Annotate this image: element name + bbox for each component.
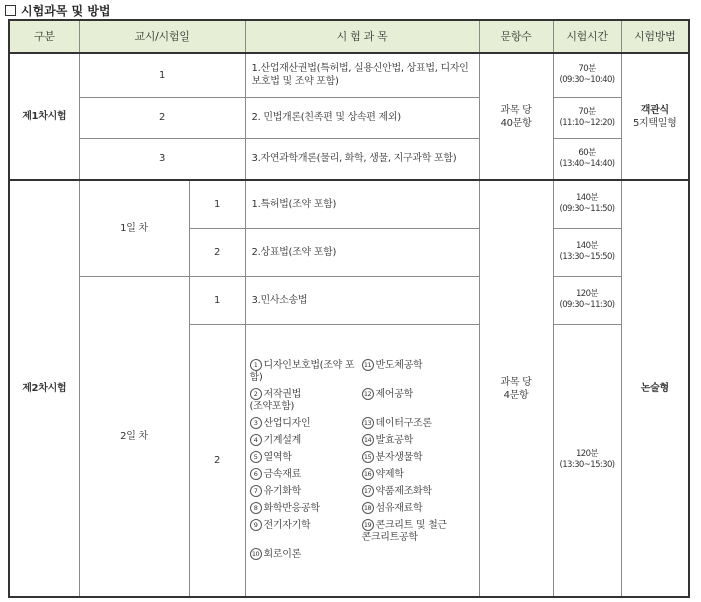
time-range: (11:10~12:20) (559, 117, 615, 128)
first-method: 객관식 (640, 104, 669, 116)
time-minutes: 60분 (578, 147, 596, 158)
circled-number-icon: 1 (250, 359, 262, 371)
first-questions: 과목 당 40문항 (479, 53, 553, 180)
elective-subject-name: 발효공학 (375, 435, 413, 447)
table-row (9, 180, 689, 228)
elective-subject-name: 콘크리트 및 철근 콘크리트공학 (361, 520, 447, 544)
table-row (9, 97, 689, 138)
circled-number-icon: 5 (250, 451, 262, 463)
header-questions: 문항수 (479, 20, 553, 53)
time-range: (09:30~10:40) (559, 75, 615, 86)
elective-subject (362, 359, 472, 384)
elective-subject (362, 502, 472, 515)
subject-cell: 2. 민법개론(친족편 및 상속편 제외) (245, 97, 479, 138)
circled-number-icon: 9 (250, 519, 262, 531)
session-number: 2 (189, 324, 245, 597)
elective-subject (362, 485, 472, 498)
elective-subject (250, 359, 362, 384)
section-heading (5, 3, 111, 17)
session-number: 3 (79, 138, 245, 180)
time-cell (553, 53, 621, 97)
time-cell (553, 97, 621, 138)
header-row (9, 20, 689, 53)
elective-subject (362, 417, 472, 430)
time-cell (553, 324, 621, 597)
elective-subject-name: 데이터구조론 (375, 418, 432, 430)
circled-number-icon: 15 (362, 451, 374, 463)
heading-text: 시험과목 및 방법 (21, 3, 111, 18)
subject-cell: 1.특허법(조약 포함) (245, 180, 479, 228)
time-range: (13:40~14:40) (559, 158, 615, 169)
time-cell (553, 180, 621, 228)
time-minutes: 140분 (575, 193, 599, 204)
circled-number-icon: 11 (362, 359, 374, 371)
elective-subject-name: 반도체공학 (375, 360, 423, 372)
elective-subject (250, 417, 362, 430)
elective-subject-name: 전기자기학 (263, 520, 311, 532)
circled-number-icon: 17 (362, 485, 374, 497)
header-category: 구분 (9, 20, 79, 53)
time-range: (13:30~15:50) (559, 252, 615, 262)
elective-subject-name: 디자인보호법(조약 포함) (249, 360, 355, 384)
circled-number-icon: 14 (362, 434, 374, 446)
circled-number-icon: 3 (250, 417, 262, 429)
circled-number-icon: 16 (362, 468, 374, 480)
subject-cell: 1.산업재산권법(특허법, 실용신안법, 상표법, 디자인보호법 및 조약 포함) (245, 53, 479, 97)
time-minutes: 140분 (575, 241, 599, 251)
second-method: 논술형 (621, 180, 689, 597)
circled-number-icon: 13 (362, 417, 374, 429)
elective-subject-name: 화학반응공학 (263, 503, 320, 515)
elective-subject-name: 약품제조화학 (375, 486, 432, 498)
header-session: 교시/시험일 (79, 20, 245, 53)
table-row (9, 276, 689, 324)
time-range: (09:30~11:50) (559, 204, 615, 215)
time-range: (13:30~15:30) (559, 460, 615, 471)
circled-number-icon: 12 (362, 388, 374, 400)
second-exam-label: 제2차시험 (9, 180, 79, 597)
subject-cell: 2.상표법(조약 포함) (245, 228, 479, 276)
first-exam-label: 제1차시험 (9, 53, 79, 180)
time-minutes: 70분 (578, 106, 596, 117)
subject-cell: 3.자연과학개론(물리, 화학, 생물, 지구과학 포함) (245, 138, 479, 180)
exam-table (8, 19, 690, 598)
elective-subject (250, 502, 362, 515)
day1-label: 1일 차 (79, 180, 189, 276)
circled-number-icon: 7 (250, 485, 262, 497)
circled-number-icon: 6 (250, 468, 262, 480)
time-minutes: 120분 (575, 449, 599, 460)
time-cell (553, 228, 621, 276)
session-number: 2 (189, 228, 245, 276)
session-number: 2 (79, 97, 245, 138)
elective-subject-name: 열역학 (263, 452, 292, 464)
elective-subject (250, 519, 362, 544)
elective-subject-name: 산업디자인 (263, 418, 311, 430)
elective-subject (250, 485, 362, 498)
elective-subject (250, 434, 362, 447)
header-duration: 시험시간 (553, 20, 621, 53)
elective-subject (250, 468, 362, 481)
time-minutes: 120분 (575, 289, 599, 299)
elective-subjects-grid (246, 355, 479, 565)
circled-number-icon: 4 (250, 434, 262, 446)
elective-subject-name: 유기화학 (263, 486, 301, 498)
time-range: (09:30~11:30) (559, 300, 615, 310)
circled-number-icon: 19 (362, 519, 374, 531)
time-minutes: 70분 (578, 64, 596, 75)
day2-label: 2일 차 (79, 276, 189, 597)
elective-subject (362, 388, 472, 413)
subject-cell: 3.민사소송법 (245, 276, 479, 324)
session-number: 1 (189, 276, 245, 324)
circled-number-icon: 10 (250, 548, 262, 560)
elective-subject (362, 468, 472, 481)
circled-number-icon: 8 (250, 502, 262, 514)
elective-subject-name: 섬유재료학 (375, 503, 423, 515)
elective-subject (250, 388, 362, 413)
time-cell (553, 276, 621, 324)
header-subjects: 시 험 과 목 (245, 20, 479, 53)
circled-number-icon: 2 (250, 388, 262, 400)
elective-subject (362, 548, 472, 561)
elective-subject (362, 451, 472, 464)
first-method-cell (621, 53, 689, 180)
first-method-sub: 5지택일형 (633, 117, 677, 129)
table-row (9, 138, 689, 180)
elective-subject-name: 분자생물학 (375, 452, 423, 464)
elective-subject (362, 519, 472, 544)
checkbox-square-icon (5, 5, 16, 16)
elective-subject-name: 제어공학 (375, 389, 413, 401)
elective-subject-name: 기계설계 (263, 435, 301, 447)
circled-number-icon: 18 (362, 502, 374, 514)
session-number: 1 (79, 53, 245, 97)
elective-subject-name: 약제학 (375, 469, 404, 481)
elective-subject-name: 금속재료 (263, 469, 301, 481)
time-cell (553, 138, 621, 180)
elective-subject (250, 451, 362, 464)
header-method: 시험방법 (621, 20, 689, 53)
elective-subject (362, 434, 472, 447)
second-questions: 과목 당 4문항 (479, 180, 553, 597)
elective-subject (250, 548, 362, 561)
table-row (9, 53, 689, 97)
session-number: 1 (189, 180, 245, 228)
elective-subject-name: 저작권법 (조약포함) (249, 389, 301, 413)
elective-subjects-cell (245, 324, 479, 597)
elective-subject-name: 회로이론 (263, 549, 301, 561)
